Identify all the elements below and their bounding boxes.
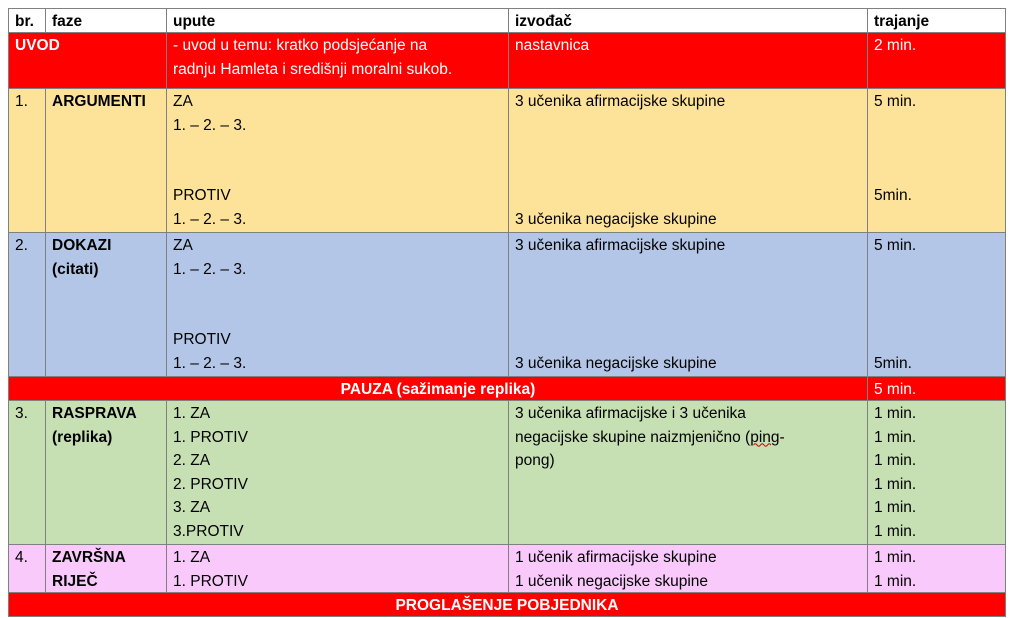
debate-performer-line2: negacijske skupine naizmjenično (ping-: [515, 428, 785, 446]
evidence-instructions: [167, 233, 509, 377]
debate-step: 1. ZA: [173, 405, 211, 422]
debate-step: 3.PROTIV: [173, 522, 244, 540]
debate-row: [8, 401, 1006, 545]
header-num: br.: [8, 8, 46, 33]
debate-performer: [509, 401, 868, 545]
debate-duration: 1 min.: [874, 452, 917, 469]
debate-phase-line1: RASPRAVA: [52, 405, 137, 422]
header-row: [8, 8, 1006, 33]
evidence-za-order: 1. – 2. – 3.: [173, 260, 247, 278]
final-step: 1. ZA: [173, 549, 211, 566]
intro-instructions: [167, 33, 509, 89]
debate-durations: [868, 401, 1006, 545]
evidence-phase: [46, 233, 167, 377]
pause-duration: 5 min.: [868, 377, 1006, 401]
final-step: 1. PROTIV: [173, 572, 248, 590]
debate-num: 3.: [8, 401, 46, 545]
arguments-za-order: 1. – 2. – 3.: [173, 116, 247, 134]
arguments-performer-protiv: 3 učenika negacijske skupine: [515, 210, 717, 228]
intro-duration: 2 min.: [868, 33, 1006, 89]
debate-step: 2. ZA: [173, 452, 211, 469]
announcement-row: [8, 593, 1006, 617]
final-duration: 1 min.: [874, 572, 917, 590]
intro-instructions-line1: - uvod u temu: kratko podsjećanje na: [173, 37, 428, 54]
debate-steps: [167, 401, 509, 545]
intro-performer: nastavnica: [509, 33, 868, 89]
intro-label: UVOD: [8, 33, 167, 89]
final-duration: 1 min.: [874, 549, 917, 566]
evidence-duration: [868, 233, 1006, 377]
debate-step: 2. PROTIV: [173, 475, 248, 493]
final-num: 4.: [8, 545, 46, 593]
final-performer: 1 učenik negacijske skupine: [515, 572, 709, 590]
arguments-duration-protiv: 5min.: [874, 187, 912, 204]
evidence-protiv-label: PROTIV: [173, 331, 231, 348]
pause-label: PAUZA (sažimanje replika): [8, 377, 868, 401]
arguments-duration-za: 5 min.: [874, 93, 917, 110]
evidence-phase-line2: (citati): [52, 260, 99, 278]
header-instructions: upute: [167, 8, 509, 33]
final-phase: [46, 545, 167, 593]
debate-performer-line3: pong): [515, 452, 555, 469]
evidence-performer: [509, 233, 868, 377]
debate-duration: 1 min.: [874, 522, 917, 540]
evidence-row: [8, 233, 1006, 377]
evidence-duration-protiv: 5min.: [874, 354, 912, 372]
final-row: [8, 545, 1006, 593]
arguments-phase: ARGUMENTI: [46, 89, 167, 233]
intro-row: [8, 33, 1006, 89]
evidence-phase-line1: DOKAZI: [52, 237, 112, 254]
final-performers: [509, 545, 868, 593]
header-duration: trajanje: [868, 8, 1006, 33]
debate-performer-line1: 3 učenika afirmacijske i 3 učenika: [515, 405, 746, 422]
arguments-num: 1.: [8, 89, 46, 233]
debate-duration: 1 min.: [874, 499, 917, 516]
arguments-duration: [868, 89, 1006, 233]
arguments-instructions: [167, 89, 509, 233]
debate-phase-line2: (replika): [52, 428, 113, 446]
debate-step: 1. PROTIV: [173, 428, 248, 446]
final-steps: [167, 545, 509, 593]
arguments-performer-za: 3 učenika afirmacijske skupine: [515, 93, 726, 110]
arguments-protiv-label: PROTIV: [173, 187, 231, 204]
evidence-duration-za: 5 min.: [874, 237, 917, 254]
final-phase-line1: ZAVRŠNA: [52, 549, 126, 566]
final-performer: 1 učenik afirmacijske skupine: [515, 549, 717, 566]
announcement-label: PROGLAŠENJE POBJEDNIKA: [8, 593, 1006, 617]
intro-instructions-line2: radnju Hamleta i središnji moralni sukob.: [173, 60, 453, 78]
arguments-row: [8, 89, 1006, 233]
debate-duration: 1 min.: [874, 405, 917, 422]
debate-phase: [46, 401, 167, 545]
arguments-protiv-order: 1. – 2. – 3.: [173, 210, 247, 228]
header-phase: faze: [46, 8, 167, 33]
pause-row: [8, 377, 1006, 401]
final-phase-line2: RIJEČ: [52, 572, 98, 590]
debate-step: 3. ZA: [173, 499, 211, 516]
spellcheck-word: ping: [750, 428, 780, 446]
debate-duration: 1 min.: [874, 475, 917, 493]
evidence-protiv-order: 1. – 2. – 3.: [173, 354, 247, 372]
arguments-za-label: ZA: [173, 93, 193, 110]
evidence-performer-za: 3 učenika afirmacijske skupine: [515, 237, 726, 254]
evidence-num: 2.: [8, 233, 46, 377]
final-durations: [868, 545, 1006, 593]
evidence-performer-protiv: 3 učenika negacijske skupine: [515, 354, 717, 372]
evidence-za-label: ZA: [173, 237, 193, 254]
debate-duration: 1 min.: [874, 428, 917, 446]
arguments-performer: [509, 89, 868, 233]
header-performer: izvođač: [509, 8, 868, 33]
